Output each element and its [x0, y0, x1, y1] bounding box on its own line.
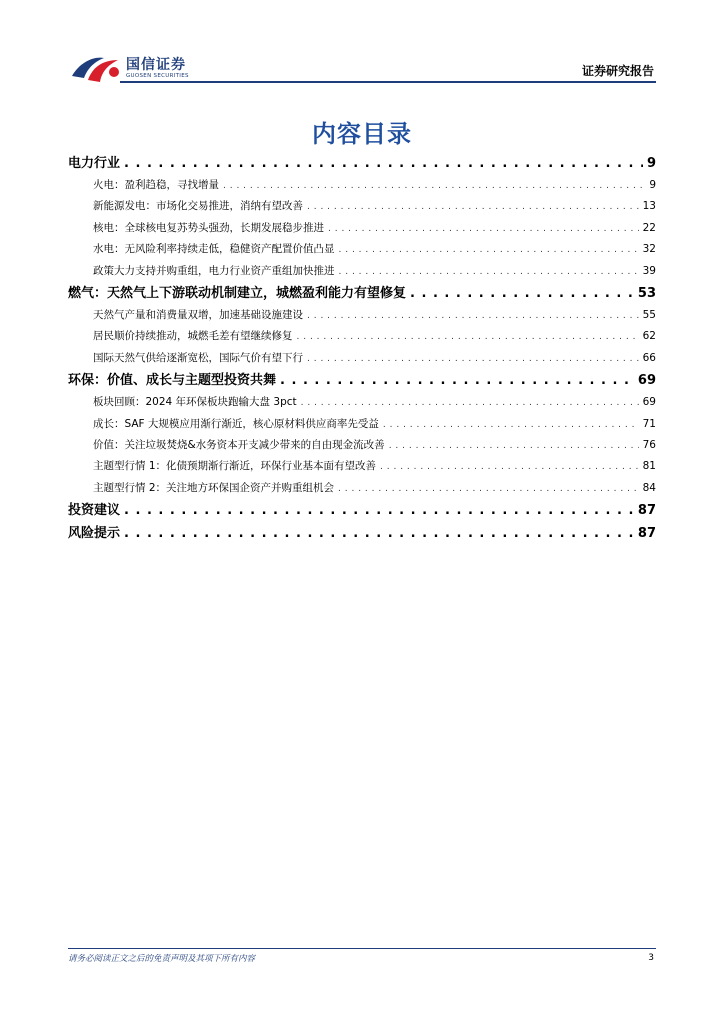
dot-leader	[223, 176, 645, 196]
dot-leader	[307, 349, 639, 369]
toc-subsection[interactable]	[68, 326, 656, 347]
toc-subsection-label: 主题型行情 1：化债预期渐行渐近，环保行业基本面有望改善	[93, 460, 377, 473]
toc-section-label: 环保：价值、成长与主题型投资共舞	[68, 373, 277, 389]
toc-subsection[interactable]	[68, 239, 656, 260]
toc-subsection-label: 水电：无风险利率持续走低，稳健资产配置价值凸显	[93, 243, 335, 256]
toc-subsection[interactable]	[68, 261, 656, 282]
toc-subsection-label: 天然气产量和消费量双增，加速基础设施建设	[93, 308, 303, 321]
footer-disclaimer: 请务必阅读正文之后的免责声明及其项下所有内容	[68, 954, 256, 964]
toc-subsection[interactable]	[68, 196, 656, 217]
table-of-contents	[68, 152, 656, 545]
dot-leader	[297, 327, 639, 347]
dot-leader	[338, 479, 639, 499]
toc-subsection-page: 76	[642, 438, 656, 451]
toc-title: 内容目录	[312, 120, 412, 148]
toc-subsection-label: 新能源发电：市场化交易推进，消纳有望改善	[93, 200, 303, 213]
toc-subsection[interactable]	[68, 348, 656, 369]
toc-subsection[interactable]	[68, 392, 656, 413]
toc-section[interactable]	[68, 500, 656, 522]
toc-section-page: 69	[637, 373, 656, 389]
toc-section-label: 风险提示	[68, 526, 121, 542]
toc-subsection[interactable]	[68, 305, 656, 326]
toc-subsection-page: 69	[642, 396, 656, 409]
toc-section-label: 燃气：天然气上下游联动机制建立，城燃盈利能力有望修复	[68, 285, 407, 301]
dot-leader	[280, 370, 634, 392]
toc-subsection-label: 国际天然气供给逐渐宽松，国际气价有望下行	[93, 351, 303, 364]
toc-subsection-label: 成长：SAF 大规模应用渐行渐近，核心原材料供应商率先受益	[93, 417, 379, 430]
dot-leader	[124, 523, 634, 545]
toc-subsection-page: 71	[642, 417, 656, 430]
toc-section[interactable]	[68, 370, 656, 392]
toc-section-page: 9	[646, 156, 656, 171]
dot-leader	[301, 393, 639, 413]
toc-section[interactable]	[68, 283, 656, 305]
guosen-logo-icon	[70, 52, 122, 84]
toc-subsection-page: 13	[642, 200, 656, 213]
dot-leader	[339, 262, 639, 282]
toc-subsection-page: 62	[642, 330, 656, 343]
toc-subsection-label: 政策大力支持并购重组，电力行业资产重组加快推进	[93, 264, 335, 277]
report-type-label: 证券研究报告	[581, 64, 654, 78]
dot-leader	[307, 306, 639, 326]
dot-leader	[339, 240, 639, 260]
toc-subsection-page: 39	[642, 264, 656, 277]
toc-section-label: 投资建议	[68, 503, 121, 519]
dot-leader	[328, 219, 639, 239]
footer-divider	[68, 948, 656, 949]
toc-subsection[interactable]	[68, 456, 656, 477]
toc-subsection-page: 9	[649, 179, 656, 191]
toc-section-page: 87	[637, 526, 656, 542]
header-divider	[120, 81, 656, 83]
dot-leader	[124, 500, 634, 522]
toc-subsection-page: 22	[642, 221, 656, 234]
toc-subsection[interactable]	[68, 218, 656, 239]
toc-subsection[interactable]	[68, 478, 656, 499]
toc-section-page: 53	[637, 285, 656, 301]
toc-section-label: 电力行业	[68, 156, 121, 171]
toc-subsection-page: 81	[642, 460, 656, 473]
page-number: 3	[648, 953, 654, 963]
toc-subsection-label: 居民顺价持续推动，城燃毛差有望继续修复	[93, 330, 293, 343]
dot-leader	[307, 197, 639, 217]
toc-subsection-page: 32	[642, 243, 656, 256]
toc-subsection-page: 66	[642, 351, 656, 364]
toc-subsection-page: 84	[642, 481, 656, 494]
toc-subsection[interactable]	[68, 435, 656, 456]
toc-subsection-label: 价值：关注垃圾焚烧&水务资本开支减少带来的自由现金流改善	[93, 438, 385, 451]
toc-subsection-label: 火电：盈利趋稳，寻找增量	[93, 179, 219, 191]
logo-name-en: GUOSEN SECURITIES	[126, 73, 189, 79]
toc-subsection-label: 核电：全球核电复苏势头强劲，长期发展稳步推进	[93, 221, 324, 234]
dot-leader	[383, 415, 639, 435]
toc-subsection-label: 主题型行情 2：关注地方环保国企资产并购重组机会	[93, 481, 335, 494]
toc-subsection[interactable]	[68, 414, 656, 435]
toc-section-page: 87	[637, 503, 656, 519]
dot-leader	[389, 436, 639, 456]
toc-subsection-label: 板块回顾：2024 年环保板块跑输大盘 3pct	[93, 396, 297, 409]
toc-subsection[interactable]	[68, 175, 656, 196]
toc-section[interactable]	[68, 523, 656, 545]
logo-name-cn: 国信证券	[126, 57, 186, 73]
dot-leader	[124, 153, 643, 175]
dot-leader	[380, 457, 639, 477]
toc-section[interactable]	[68, 153, 656, 175]
dot-leader	[410, 283, 634, 305]
toc-subsection-page: 55	[642, 308, 656, 321]
